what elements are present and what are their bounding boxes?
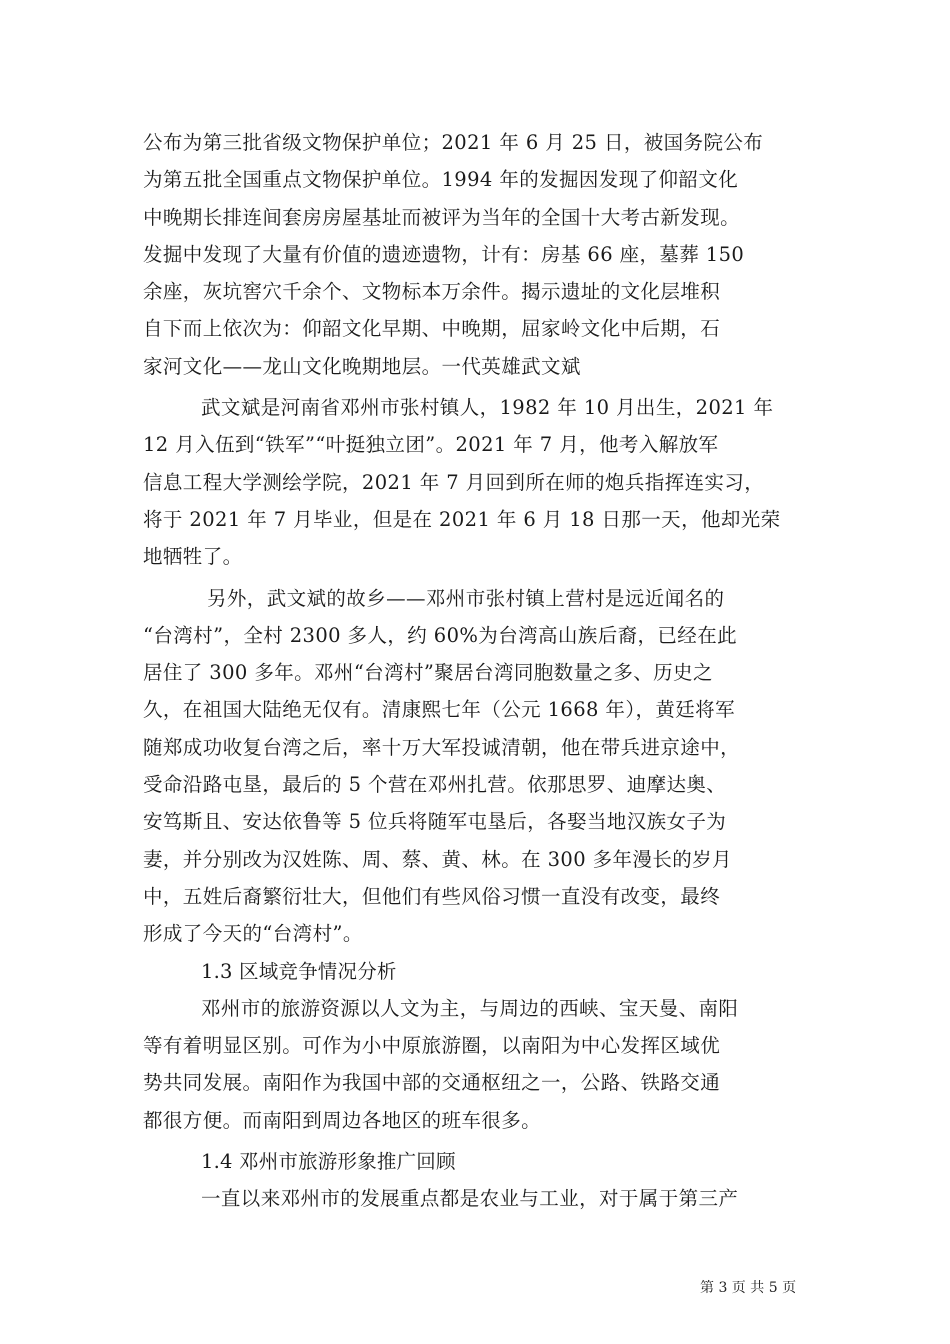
text-line: 地牺牲了。	[143, 545, 243, 569]
text-line: “台湾村”，全村 2300 多人，约 60%为台湾高山族后裔，已经在此	[143, 623, 738, 647]
paragraph-regional-competition	[143, 990, 807, 1139]
text-line: 另外，武文斌的故乡——邓州市张村镇上营村是远近闻名的	[207, 586, 725, 610]
paragraph-wu-wenbin	[143, 389, 807, 575]
text-line: 家河文化——龙山文化晚期地层。一代英雄武文斌	[143, 354, 581, 378]
body-text	[143, 124, 807, 1218]
text-line: 武文斌是河南省邓州市张村镇人，1982 年 10 月出生，2021 年	[201, 396, 774, 420]
section-heading-1-3: 1.3 区域竞争情况分析	[201, 959, 397, 983]
text-line: 受命沿路屯垦，最后的 5 个营在邓州扎营。依那思罗、迪摩达奥、	[143, 773, 727, 797]
text-line: 余座，灰坑窖穴千余个、文物标本万余件。揭示遗址的文化层堆积	[143, 280, 721, 304]
text-line: 随郑成功收复台湾之后，率十万大军投诚清朝，他在带兵进京途中，	[143, 735, 741, 759]
text-line: 安笃斯且、安达依鲁等 5 位兵将随军屯垦后，各娶当地汉族女子为	[143, 810, 727, 834]
text-line: 形成了今天的“台湾村”。	[143, 922, 363, 946]
text-line: 势共同发展。南阳作为我国中部的交通枢纽之一，公路、铁路交通	[143, 1071, 721, 1095]
text-line: 公布为第三批省级文物保护单位；2021 年 6 月 25 日，被国务院公布	[143, 131, 764, 154]
text-line: 邓州市的旅游资源以人文为主，与周边的西峡、宝天曼、南阳	[201, 996, 739, 1020]
text-line: 久，在祖国大陆绝无仅有。清康熙七年（公元 1668 年），黄廷将军	[143, 698, 735, 722]
section-heading-1-4: 1.4 邓州市旅游形象推广回顾	[201, 1150, 456, 1174]
text-line: 发掘中发现了大量有价值的遗迹遗物，计有：房基 66 座，墓葬 150	[143, 242, 745, 266]
text-line: 自下而上依次为：仰韶文化早期、中晚期，屈家岭文化中后期，石	[143, 317, 721, 341]
text-line: 12 月入伍到“铁军”“叶挺独立团”。2021 年 7 月，他考入解放军	[143, 433, 719, 457]
text-line: 中，五姓后裔繁衍壮大，但他们有些风俗习惯一直没有改变，最终	[143, 884, 721, 908]
text-line: 居住了 300 多年。邓州“台湾村”聚居台湾同胞数量之多、历史之	[143, 661, 713, 685]
text-line: 信息工程大学测绘学院，2021 年 7 月回到所在师的炮兵指挥连实习，	[143, 470, 765, 494]
text-line: 为第五批全国重点文物保护单位。1994 年的发掘因发现了仰韶文化	[143, 168, 739, 192]
paragraph-heritage-site	[143, 124, 807, 385]
text-line: 将于 2021 年 7 月毕业，但是在 2021 年 6 月 18 日那一天，他却光荣	[143, 507, 781, 531]
text-line: 中晚期长排连间套房房屋基址而被评为当年的全国十大考古新发现。	[143, 205, 741, 229]
text-line: 等有着明显区别。可作为小中原旅游圈，以南阳为中心发挥区域优	[143, 1034, 721, 1058]
paragraph-promotion-review	[143, 1180, 807, 1217]
text-line: 一直以来邓州市的发展重点都是农业与工业，对于属于第三产	[201, 1187, 739, 1211]
text-line: 都很方便。而南阳到周边各地区的班车很多。	[143, 1108, 542, 1132]
page-number: 第 3 页 共 5 页	[700, 1280, 797, 1296]
text-line: 妻，并分别改为汉姓陈、周、蔡、黄、林。在 300 多年漫长的岁月	[143, 847, 732, 871]
paragraph-taiwan-village	[143, 580, 807, 953]
